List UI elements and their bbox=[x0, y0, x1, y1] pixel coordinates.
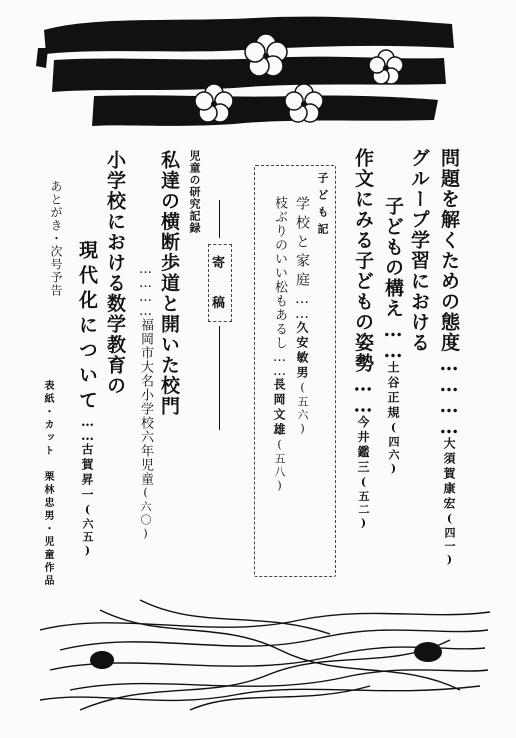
math-author: 古賀昇一 bbox=[80, 443, 94, 503]
afterword[interactable]: あとがき・次号予告 bbox=[49, 180, 63, 297]
entry-1-page: (四一) bbox=[443, 512, 456, 568]
entry-2-title-line-2: 子どもの構え bbox=[382, 196, 404, 319]
entry-2-author: 土谷正規 bbox=[386, 361, 400, 421]
toc-entry-1[interactable]: 問題を解くための態度…………大須賀康宏(四一) bbox=[438, 148, 460, 568]
entry-3-title: 作文にみる子どもの姿勢 bbox=[352, 148, 374, 374]
entry-2-title-line-1: グループ学習における bbox=[408, 148, 430, 353]
cover-credit: 表紙・カット 栗林忠男・児童作品 bbox=[42, 380, 53, 588]
kiko-label-1: 寄 bbox=[212, 256, 226, 271]
math-page: (六五) bbox=[81, 503, 94, 559]
kodomo-item-1-title: 学校と家庭 bbox=[294, 196, 310, 291]
toc-entry-3[interactable]: 作文にみる子どもの姿勢……今井鑑三(五二) bbox=[352, 148, 374, 532]
entry-3-author: 今井鑑三 bbox=[356, 415, 370, 476]
entry-1-author: 大須賀康宏 bbox=[442, 437, 456, 512]
kodomo-item-2-page: (五八) bbox=[273, 438, 286, 494]
research-entry-line-2[interactable]: …………福岡市大名小学校六年児童(六〇) bbox=[138, 262, 153, 542]
entry-3-page: (五二) bbox=[357, 475, 370, 532]
kodomo-item-2-author: 長岡文雄 bbox=[272, 378, 286, 438]
kodomo-item-1[interactable]: 学校と家庭……久安敏男(五六) bbox=[294, 196, 310, 437]
research-tag: 児童の研究記録 bbox=[188, 150, 201, 234]
research-page: (六〇) bbox=[139, 486, 152, 542]
kodomo-ki-heading: 子ども記 bbox=[316, 172, 329, 240]
kiko-rule-top bbox=[219, 200, 220, 238]
math-title-line-2: 現代化について bbox=[76, 240, 98, 415]
kodomo-item-2-title: 枝ぶりのいい松もあるし bbox=[272, 196, 287, 350]
math-entry-line-2[interactable]: 現代化について……古賀昇一(六五) bbox=[76, 240, 98, 559]
toc-entry-2-line-1[interactable] bbox=[406, 148, 433, 353]
kodomo-item-1-author: 久安敏男 bbox=[295, 321, 309, 381]
entry-2-page: (四六) bbox=[387, 421, 400, 477]
math-entry-line-1[interactable] bbox=[102, 150, 129, 396]
grass-line-illustration bbox=[40, 590, 490, 720]
research-author: 福岡市大名小学校六年児童 bbox=[138, 318, 153, 486]
math-title-line-1: 小学校における数学教育の bbox=[104, 150, 126, 396]
kodomo-item-2[interactable]: 枝ぶりのいい松もあるし……長岡文雄(五八) bbox=[272, 196, 287, 494]
research-entry-line-1[interactable] bbox=[156, 150, 183, 417]
kodomo-item-1-page: (五六) bbox=[296, 381, 309, 437]
plum-blossom-header-illustration bbox=[34, 8, 464, 133]
toc-entry-2-line-2[interactable]: 子どもの構え……土谷正規(四六) bbox=[382, 196, 404, 477]
entry-1-title: 問題を解くための態度 bbox=[438, 148, 460, 353]
kiko-rule-bottom bbox=[219, 326, 220, 430]
research-title: 私達の横断歩道と開いた校門 bbox=[158, 150, 180, 417]
kiko-label-2: 稿 bbox=[212, 296, 226, 311]
